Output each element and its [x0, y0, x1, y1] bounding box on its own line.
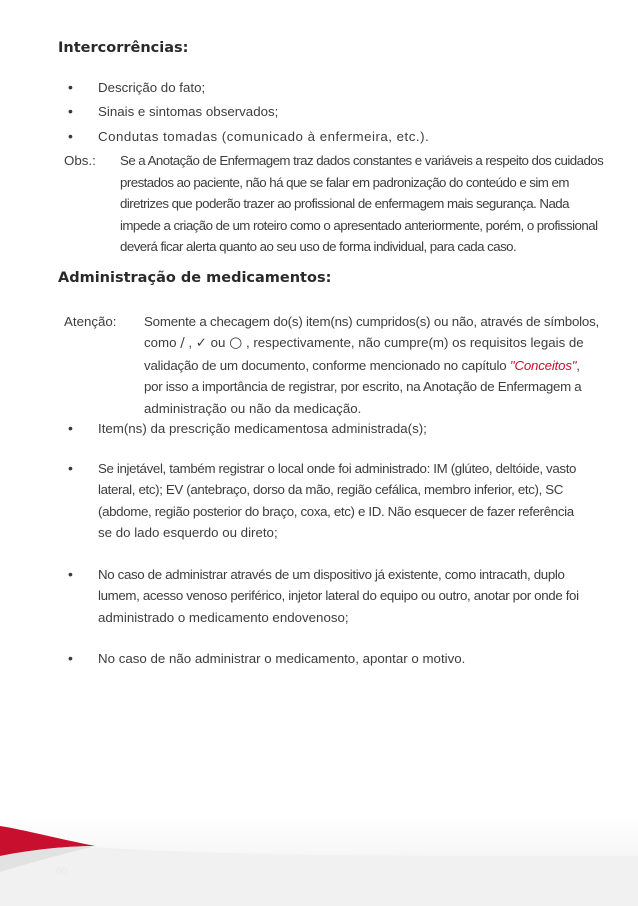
- list-item-line: lumem, acesso venoso periférico, injetor lateral do equipo ou outro, anotar por onde foi: [98, 588, 579, 604]
- list-item-line: se do lado esquerdo ou direto;: [98, 524, 278, 540]
- chapter-reference: "Conceitos": [509, 357, 577, 373]
- atencao-text: validação de um documento, conforme mencionado no capítulo: [144, 357, 510, 373]
- bullet-icon: •: [68, 460, 73, 476]
- atencao-paragraph: [144, 311, 604, 419]
- section-heading-intercorrencias: Intercorrências:: [58, 40, 189, 56]
- atencao-text: como: [144, 335, 181, 351]
- page-number: 60: [56, 866, 68, 877]
- administracao-list: [64, 418, 604, 669]
- list-item-line: administrado o medicamento endovenoso;: [98, 609, 349, 625]
- list-item: [64, 418, 604, 439]
- atencao-text: ,: [576, 357, 580, 373]
- list-item-text: No caso de não administrar o medicamento, apontar o motivo.: [98, 651, 466, 667]
- list-item-text: Condutas tomadas (comunicado à enfermeira, etc.).: [98, 129, 430, 144]
- check-symbol-icon: ✓: [195, 336, 207, 352]
- obs-line: impede a criação de um roteiro como o apresentado anteriormente, porém, o profissional: [120, 217, 598, 233]
- list-item: [64, 101, 604, 126]
- list-item-text: Sinais e sintomas observados;: [98, 104, 279, 119]
- circle-symbol-icon: ○: [229, 333, 243, 352]
- obs-paragraph: [120, 150, 604, 258]
- bullet-icon: •: [68, 566, 73, 583]
- atencao-line: [144, 355, 604, 376]
- atencao-line: [144, 332, 604, 354]
- bullet-icon: •: [68, 103, 73, 119]
- bullet-icon: •: [68, 79, 73, 95]
- footer-decoration: [0, 816, 638, 906]
- obs-line: deverá ficar alerta quanto ao seu uso de forma individual, para cada caso.: [120, 239, 517, 254]
- list-item-text: Descrição do fato;: [98, 80, 206, 95]
- list-item: [64, 126, 604, 150]
- list-item-line: Se injetável, também registrar o local onde foi administrado: IM (glúteo, deltóide, vasto: [98, 461, 577, 476]
- atencao-line: por isso a importância de registrar, por escrito, na Anotação de Enfermagem a: [144, 379, 582, 395]
- list-item-line: (abdome, região posterior do braço, coxa, etc) e ID. Não esquecer de fazer referência: [98, 503, 574, 519]
- list-item-text: Item(ns) da prescrição medicamentosa administrada(s);: [98, 421, 427, 436]
- atencao-text: , respectivamente, não cumpre(m) os requisitos legais de: [245, 335, 584, 351]
- obs-line: Se a Anotação de Enfermagem traz dados constantes e variáveis a respeito dos cuidados: [120, 153, 604, 168]
- atencao-text: ,: [188, 335, 196, 351]
- list-item: [64, 77, 604, 101]
- list-item-line: No caso de administrar através de um dispositivo já existente, como intracath, duplo: [98, 567, 565, 583]
- list-item: [64, 564, 604, 628]
- section-heading-administracao: Administração de medicamentos:: [58, 270, 332, 286]
- slash-symbol-icon: /: [180, 336, 185, 352]
- intercorrencias-list: [64, 77, 604, 150]
- bullet-icon: •: [68, 128, 74, 144]
- bullet-icon: •: [68, 650, 73, 667]
- atencao-line: administração ou não da medicação.: [144, 400, 362, 416]
- list-item: [64, 458, 604, 543]
- list-item: [64, 648, 604, 669]
- atencao-text: ou: [210, 335, 230, 351]
- list-item-line: lateral, etc); EV (antebraço, dorso da mão, região cefálica, membro inferior, etc), SC: [98, 482, 564, 498]
- atencao-label: Atenção:: [64, 314, 117, 329]
- obs-line: diretrizes que poderão trazer ao profissional de enfermagem mais segurança. Nada: [120, 196, 569, 211]
- obs-line: prestados ao paciente, não há que se falar em padronização do conteúdo e sim em: [120, 174, 569, 190]
- bullet-icon: •: [68, 420, 73, 436]
- obs-label: Obs.:: [64, 153, 96, 168]
- atencao-line: Somente a checagem do(s) item(ns) cumpridos(s) ou não, através de símbolos,: [144, 314, 600, 329]
